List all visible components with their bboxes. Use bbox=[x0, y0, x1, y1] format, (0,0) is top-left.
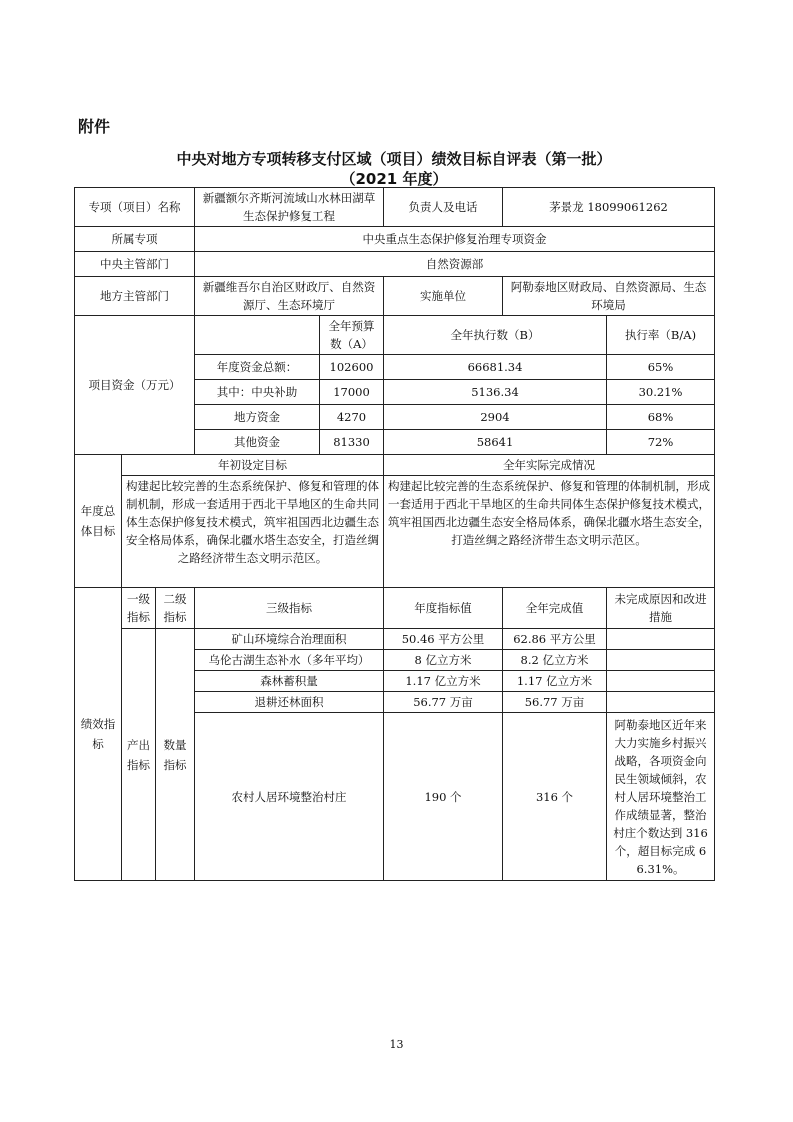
level1-value: 产出指标 bbox=[122, 629, 156, 881]
funds-row-budget: 4270 bbox=[320, 405, 384, 430]
funds-section-label: 项目资金（万元） bbox=[75, 316, 195, 455]
funds-row-label: 地方资金 bbox=[195, 405, 320, 430]
indicator-reason bbox=[607, 629, 715, 650]
header-level1: 一级指标 bbox=[122, 588, 156, 629]
local-dept-label: 地方主管部门 bbox=[75, 277, 195, 316]
indicator-name: 乌伦古湖生态补水（多年平均） bbox=[195, 650, 384, 671]
header-annual-target: 年度指标值 bbox=[384, 588, 503, 629]
local-dept-value: 新疆维吾尔自治区财政厅、自然资源厅、生态环境厅 bbox=[195, 277, 384, 316]
table-row bbox=[75, 252, 715, 277]
table-row bbox=[75, 455, 715, 476]
indicator-name: 森林蓄积量 bbox=[195, 671, 384, 692]
self-evaluation-table bbox=[74, 187, 715, 881]
indicator-name: 农村人居环境整治村庄 bbox=[195, 713, 384, 881]
central-dept-label: 中央主管部门 bbox=[75, 252, 195, 277]
indicator-actual: 8.2 亿立方米 bbox=[503, 650, 607, 671]
funds-row-rate: 30.21% bbox=[607, 380, 715, 405]
indicator-target: 190 个 bbox=[384, 713, 503, 881]
performance-section-label: 绩效指标 bbox=[75, 588, 122, 881]
indicator-actual: 56.77 万亩 bbox=[503, 692, 607, 713]
table-row bbox=[75, 476, 715, 588]
indicator-target: 1.17 亿立方米 bbox=[384, 671, 503, 692]
page-title: 中央对地方专项转移支付区域（项目）绩效目标自评表（第一批） bbox=[176, 150, 612, 168]
page-number: 13 bbox=[389, 1038, 404, 1051]
table-row bbox=[75, 227, 715, 252]
indicator-actual: 316 个 bbox=[503, 713, 607, 881]
table-row bbox=[75, 188, 715, 227]
funds-row-budget: 17000 bbox=[320, 380, 384, 405]
contact-label: 负责人及电话 bbox=[384, 188, 503, 227]
project-name-value: 新疆额尔齐斯河流域山水林田湖草生态保护修复工程 bbox=[195, 188, 384, 227]
indicator-actual: 62.86 平方公里 bbox=[503, 629, 607, 650]
contact-value: 茅景龙 18099061262 bbox=[503, 188, 715, 227]
impl-label: 实施单位 bbox=[384, 277, 503, 316]
indicator-target: 56.77 万亩 bbox=[384, 692, 503, 713]
table-row bbox=[75, 629, 715, 650]
initial-goal-header: 年初设定目标 bbox=[122, 455, 384, 476]
funds-row-label: 其他资金 bbox=[195, 430, 320, 455]
indicator-reason: 阿勒泰地区近年来大力实施乡村振兴战略，各项资金向民生领域倾斜，农村人居环境整治工作成绩显著，整治村庄个数达到 316 个，超目标完成 66.31%。 bbox=[607, 713, 715, 881]
central-dept-value: 自然资源部 bbox=[195, 252, 715, 277]
funds-row-rate: 65% bbox=[607, 355, 715, 380]
funds-row-rate: 68% bbox=[607, 405, 715, 430]
funds-header-budget: 全年预算数（A） bbox=[320, 316, 384, 355]
header-level3: 三级指标 bbox=[195, 588, 384, 629]
funds-row-rate: 72% bbox=[607, 430, 715, 455]
actual-goal-text: 构建起比较完善的生态系统保护、修复和管理的体制机制，形成一套适用于西北干旱地区的生命共同体生态保护修复技术模式，筑牢祖国西北边疆生态安全格局体系，确保北疆水塔生态安全，打造丝绸之路经济带生态文明示范区。 bbox=[384, 476, 715, 588]
funds-row-executed: 66681.34 bbox=[384, 355, 607, 380]
indicator-target: 50.46 平方公里 bbox=[384, 629, 503, 650]
table-row bbox=[75, 277, 715, 316]
level2-value: 数量指标 bbox=[156, 629, 195, 881]
indicator-reason bbox=[607, 692, 715, 713]
project-name-label: 专项（项目）名称 bbox=[75, 188, 195, 227]
funds-header-blank bbox=[195, 316, 320, 355]
indicator-reason bbox=[607, 650, 715, 671]
table-row bbox=[75, 316, 715, 355]
table-row bbox=[75, 588, 715, 629]
page-subtitle-year: （2021 年度） bbox=[340, 170, 448, 188]
funds-row-label: 年度资金总额： bbox=[195, 355, 320, 380]
funds-row-executed: 2904 bbox=[384, 405, 607, 430]
special-label: 所属专项 bbox=[75, 227, 195, 252]
header-actual-value: 全年完成值 bbox=[503, 588, 607, 629]
funds-header-executed: 全年执行数（B） bbox=[384, 316, 607, 355]
funds-row-budget: 102600 bbox=[320, 355, 384, 380]
special-value: 中央重点生态保护修复治理专项资金 bbox=[195, 227, 715, 252]
indicator-name: 矿山环境综合治理面积 bbox=[195, 629, 384, 650]
overall-goal-label: 年度总体目标 bbox=[75, 455, 122, 588]
funds-row-label: 其中：中央补助 bbox=[195, 380, 320, 405]
header-level2: 二级指标 bbox=[156, 588, 195, 629]
initial-goal-text: 构建起比较完善的生态系统保护、修复和管理的体制机制，形成一套适用于西北干旱地区的生命共同体生态保护修复技术模式，筑牢祖国西北边疆生态安全格局体系，确保北疆水塔生态安全，打造丝绸之路经济带生态文明示范区。 bbox=[122, 476, 384, 588]
indicator-reason bbox=[607, 671, 715, 692]
funds-header-rate: 执行率（B/A) bbox=[607, 316, 715, 355]
impl-value: 阿勒泰地区财政局、自然资源局、生态环境局 bbox=[503, 277, 715, 316]
attachment-label: 附件 bbox=[78, 117, 111, 136]
funds-row-budget: 81330 bbox=[320, 430, 384, 455]
indicator-name: 退耕还林面积 bbox=[195, 692, 384, 713]
actual-goal-header: 全年实际完成情况 bbox=[384, 455, 715, 476]
header-reason: 未完成原因和改进措施 bbox=[607, 588, 715, 629]
indicator-actual: 1.17 亿立方米 bbox=[503, 671, 607, 692]
funds-row-executed: 58641 bbox=[384, 430, 607, 455]
indicator-target: 8 亿立方米 bbox=[384, 650, 503, 671]
funds-row-executed: 5136.34 bbox=[384, 380, 607, 405]
